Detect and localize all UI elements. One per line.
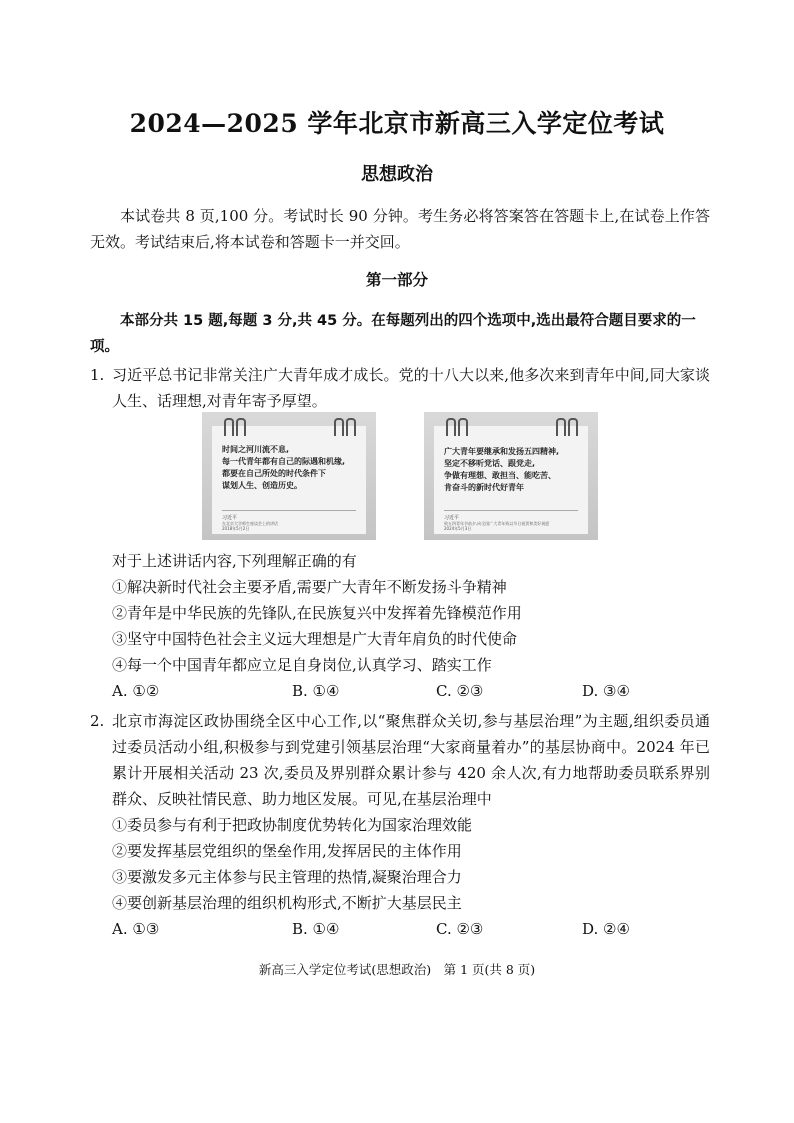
subject-title: 思想政治 bbox=[361, 164, 433, 185]
statement-item: ③要激发多元主体参与民主管理的热情,凝聚治理合力 bbox=[112, 868, 462, 886]
ring-icon bbox=[446, 418, 456, 436]
part-description: 本部分共 15 题,每题 3 分,共 45 分。在每题列出的四个选项中,选出最符合题目要求的一项。 bbox=[90, 313, 696, 355]
quote-images bbox=[0, 412, 794, 542]
option-a[interactable]: A. ①② bbox=[112, 682, 160, 700]
question-1-body bbox=[90, 548, 710, 704]
question-1 bbox=[90, 362, 710, 414]
option-b[interactable]: B. ①④ bbox=[292, 920, 340, 938]
statement-item: ②要发挥基层党组织的堡垒作用,发挥居民的主体作用 bbox=[112, 842, 462, 860]
option-c[interactable]: C. ②③ bbox=[436, 920, 484, 938]
quote-source: 在北京大学师生座谈会上的讲话 2018年5月2日 bbox=[222, 521, 278, 531]
question-number: 1. bbox=[90, 366, 105, 384]
quote-card-2 bbox=[424, 412, 598, 540]
answer-options bbox=[112, 678, 710, 704]
statement-item: ③坚守中国特色社会主义远大理想是广大青年肩负的时代使命 bbox=[112, 630, 518, 648]
option-d[interactable]: D. ②④ bbox=[582, 920, 630, 938]
quote-text: 广大青年要继承和发扬五四精神, 坚定不移听党话、跟党走, 争做有理想、敢担当、能吃苦、 肯奋斗的新时代好青年 bbox=[444, 447, 560, 492]
quote-author: 习近平 bbox=[222, 515, 238, 521]
statement-item: ②青年是中华民族的先锋队,在民族复兴中发挥着先锋模范作用 bbox=[112, 604, 522, 622]
ring-icon bbox=[224, 418, 234, 436]
question-stem: 北京市海淀区政协围绕全区中心工作,以“聚焦群众关切,参与基层治理”为主题,组织委员通过委员活动小组,积极参与到党建引领基层治理“大家商量着办”的基层协商中。2024 年已累计开展相关活动 23 次,委员及界别群众累计参与 420 余人次,有力地帮助委员联系界别群众、反映社情民意、助力地区发展。可见,在基层治理中 bbox=[112, 712, 710, 808]
exam-instructions: 本试卷共 8 页,100 分。考试时长 90 分钟。考生务必将答案答在答题卡上,在试卷上作答无效。考试结束后,将本试卷和答题卡一并交回。 bbox=[90, 207, 710, 251]
option-d[interactable]: D. ③④ bbox=[582, 682, 630, 700]
question-prompt: 对于上述讲话内容,下列理解正确的有 bbox=[112, 552, 357, 570]
statement-list bbox=[112, 812, 710, 916]
statement-item: ④每一个中国青年都应立足自身岗位,认真学习、踏实工作 bbox=[112, 656, 492, 674]
statement-item: ④要创新基层治理的组织机构形式,不断扩大基层民主 bbox=[112, 894, 462, 912]
ring-icon bbox=[458, 418, 468, 436]
quote-text: 时间之河川流不息, 每一代青年都有自己的际遇和机缘, 都要在自己所处的时代条件下 谋划人生、创造历史。 bbox=[222, 445, 346, 490]
question-2 bbox=[90, 708, 710, 942]
part-title: 第一部分 bbox=[365, 271, 428, 289]
quote-source: 致五四青年节前夕,向全国广大青年致以节日祝贺和美好祝愿 2024年5月3日 bbox=[444, 521, 550, 531]
answer-options bbox=[112, 916, 710, 942]
option-b[interactable]: B. ①④ bbox=[292, 682, 340, 700]
option-a[interactable]: A. ①③ bbox=[112, 920, 160, 938]
page-footer: 新高三入学定位考试(思想政治) 第 1 页(共 8 页) bbox=[258, 962, 536, 977]
divider bbox=[444, 510, 578, 511]
option-c[interactable]: C. ②③ bbox=[436, 682, 484, 700]
ring-icon bbox=[568, 418, 578, 436]
question-stem: 习近平总书记非常关注广大青年成才成长。党的十八大以来,他多次来到青年中间,同大家谈人生、话理想,对青年寄予厚望。 bbox=[112, 366, 710, 410]
question-number: 2. bbox=[90, 712, 105, 730]
quote-author: 习近平 bbox=[444, 515, 460, 521]
quote-card-1 bbox=[202, 412, 376, 540]
ring-icon bbox=[236, 418, 246, 436]
ring-icon bbox=[346, 418, 356, 436]
ring-icon bbox=[334, 418, 344, 436]
divider bbox=[222, 510, 356, 511]
ring-icon bbox=[556, 418, 566, 436]
statement-item: ①解决新时代社会主要矛盾,需要广大青年不断发扬斗争精神 bbox=[112, 578, 507, 596]
exam-title: 2024—2025 学年北京市新高三入学定位考试 bbox=[129, 109, 665, 138]
statement-item: ①委员参与有利于把政协制度优势转化为国家治理效能 bbox=[112, 816, 473, 834]
statement-list bbox=[112, 574, 710, 678]
